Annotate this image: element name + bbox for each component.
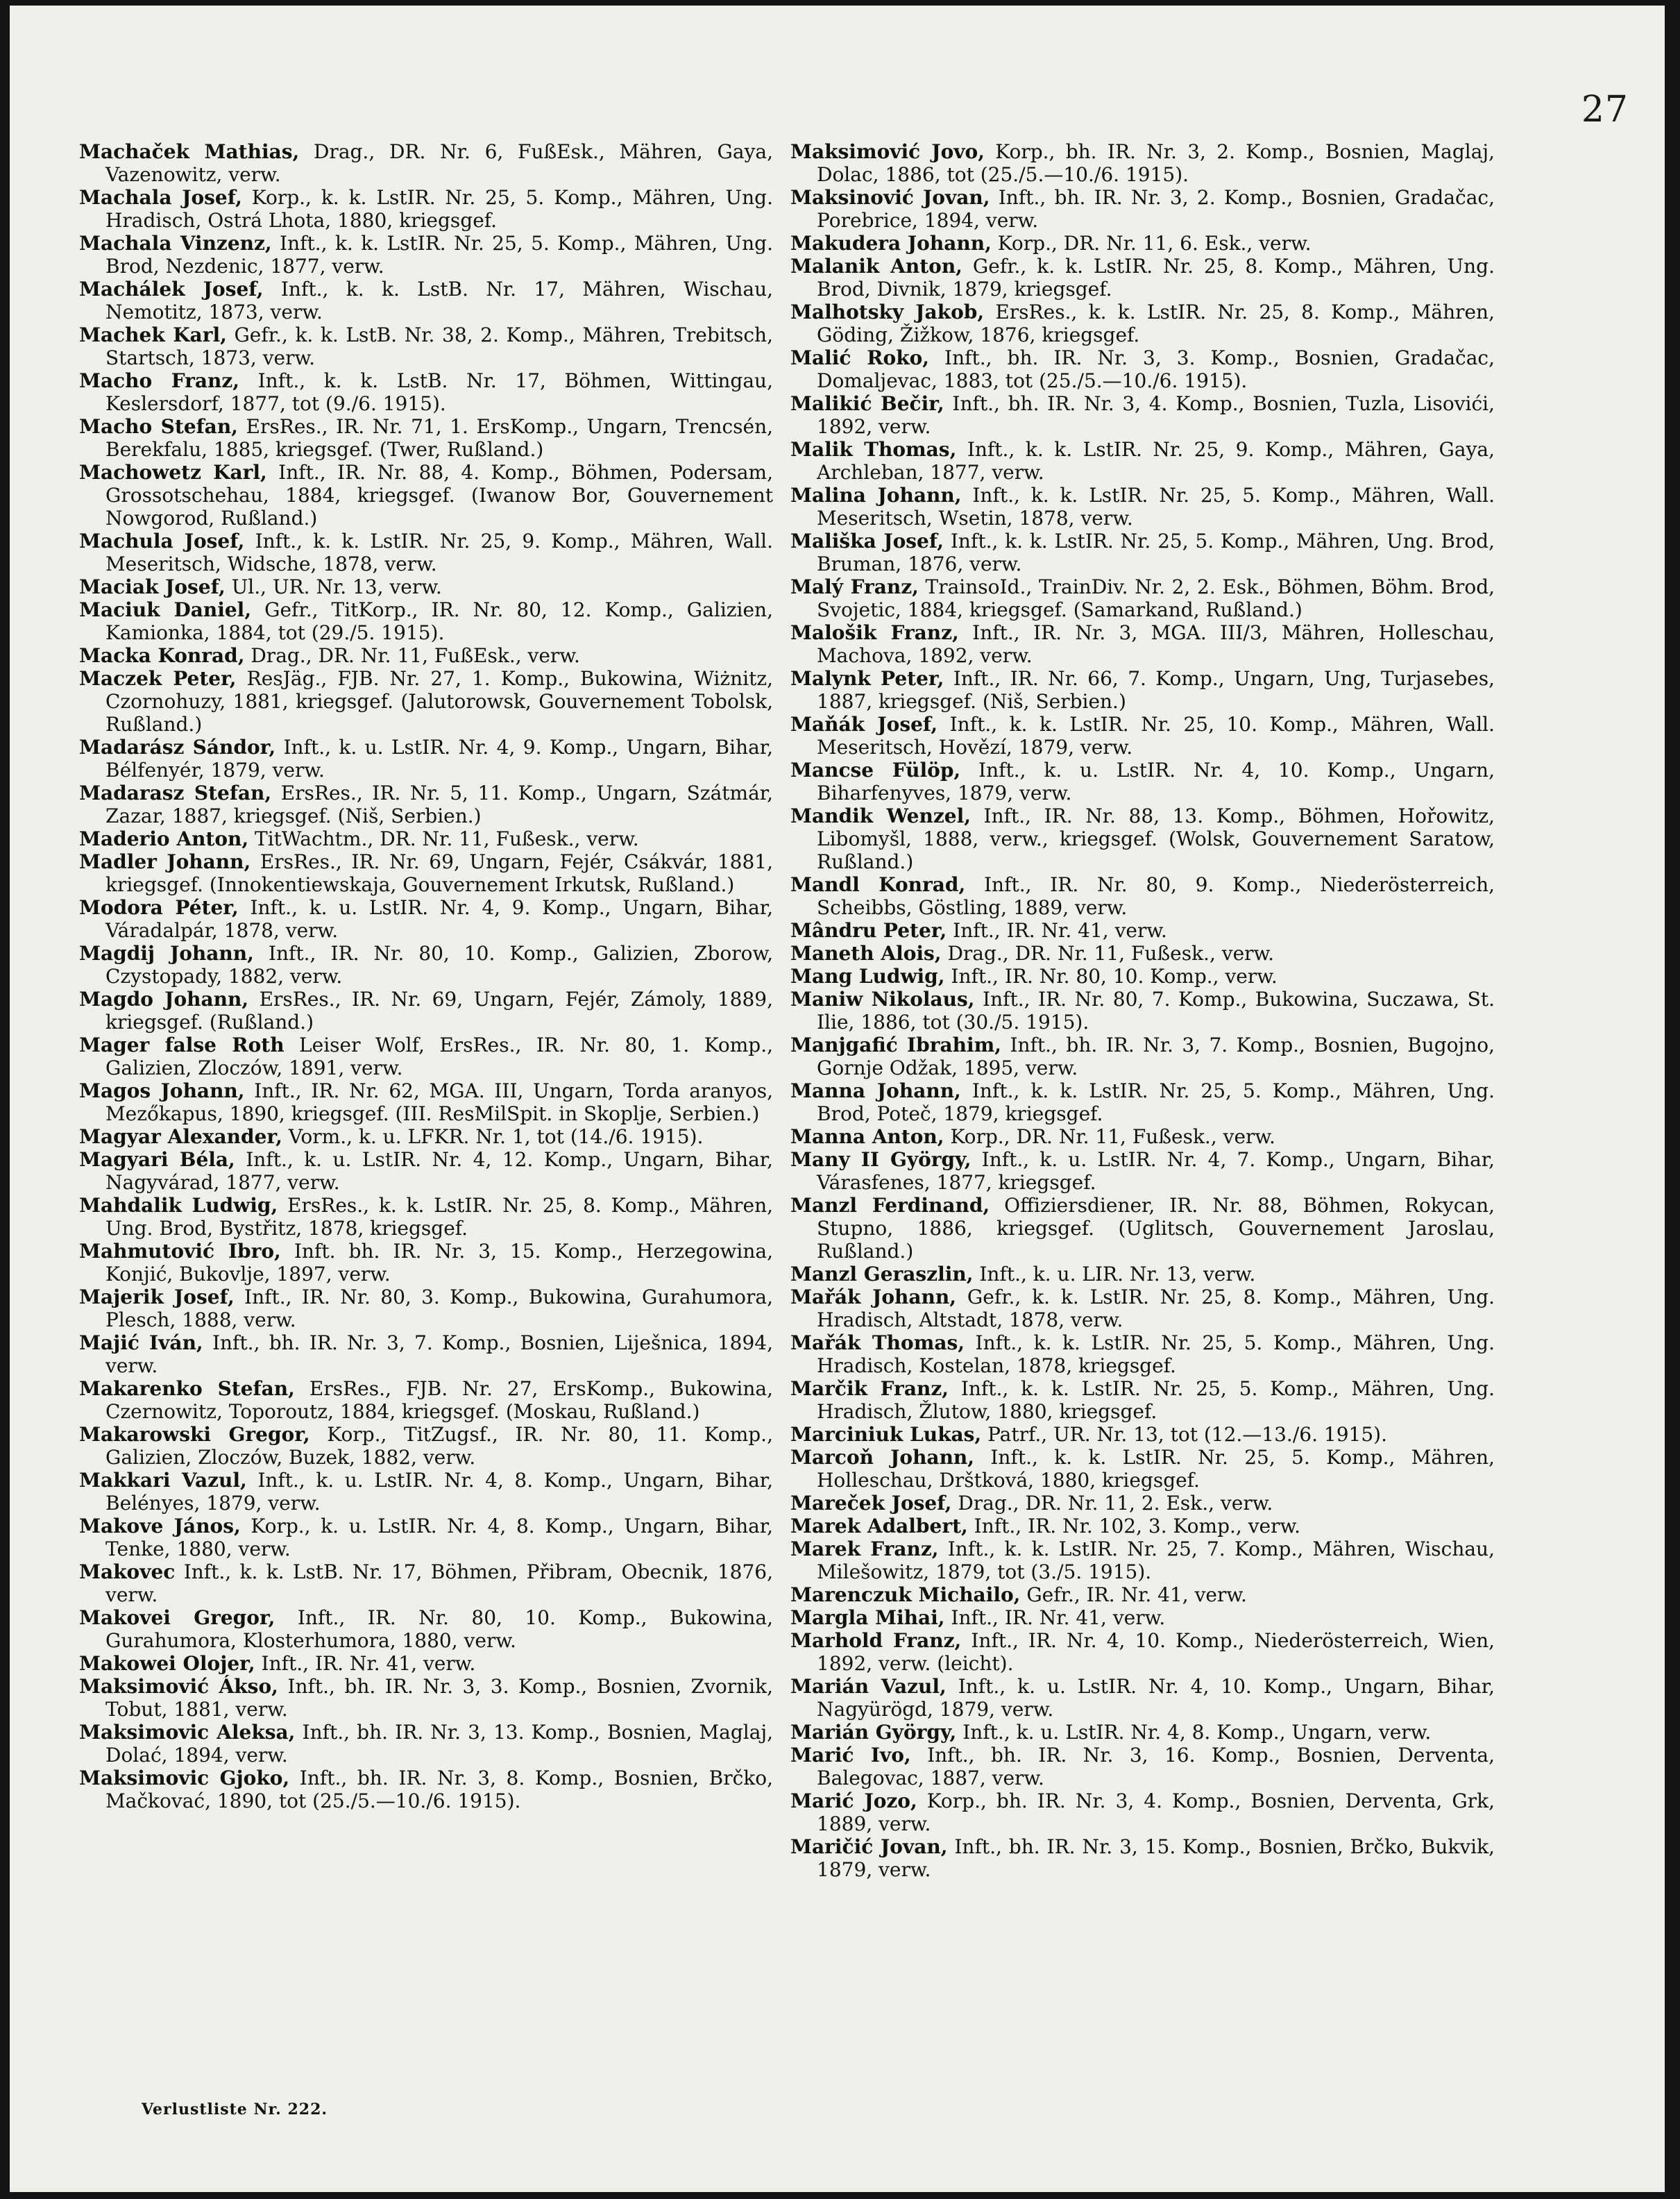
entry-details: Korp., k. k. LstIR. Nr. 25, 5. Komp., Mähren, Ung. Hradisch, Ostrá Lhota, 1880, kriegsgef. <box>105 186 773 232</box>
list-entry <box>790 1286 1495 1331</box>
list-entry <box>79 1377 773 1423</box>
list-entry <box>79 1079 773 1125</box>
entry-details: Inft., IR. Nr. 41, verw. <box>261 1652 476 1675</box>
left-column <box>79 140 773 1812</box>
entry-details: TitWachtm., DR. Nr. 11, Fußesk., verw. <box>255 827 639 850</box>
entry-details: Inft., IR. Nr. 4, 10. Komp., Niederösterreich, Wien, 1892, verw. (leicht). <box>817 1629 1495 1675</box>
entry-details: Offiziersdiener, IR. Nr. 88, Böhmen, Rokycan, Stupno, 1886, kriegsgef. (Uglitsch, Gouvernement Jaroslau, Rußland.) <box>817 1194 1495 1263</box>
entry-details: ErsRes., FJB. Nr. 27, ErsKomp., Bukowina, Czernowitz, Toporoutz, 1884, kriegsgef. (Moskau, Rußland.) <box>105 1377 774 1423</box>
entry-name: Marić Ivo, <box>790 1744 911 1767</box>
entry-details: Inft., bh. IR. Nr. 3, 16. Komp., Bosnien, Derventa, Balegovac, 1887, verw. <box>817 1744 1495 1789</box>
entry-details: Inft., k. k. LstIR. Nr. 25, 5. Komp., Mähren, Ung. Brod, Nezdenic, 1877, verw. <box>105 232 773 278</box>
list-entry <box>79 461 773 530</box>
entry-name: Mareček Josef, <box>790 1492 952 1515</box>
entry-details: Drag., DR. Nr. 6, FußEsk., Mähren, Gaya, Vazenowitz, verw. <box>105 140 773 186</box>
entry-details: Gefr., IR. Nr. 41, verw. <box>1026 1583 1247 1606</box>
list-entry <box>790 1629 1495 1675</box>
entry-details: Korp., bh. IR. Nr. 3, 4. Komp., Bosnien, Derventa, Grk, 1889, verw. <box>817 1789 1495 1835</box>
list-entry <box>790 346 1495 392</box>
entry-details: Korp., bh. IR. Nr. 3, 2. Komp., Bosnien, Maglaj, Dolac, 1886, tot (25./5.—10./6. 1915). <box>817 140 1495 186</box>
list-entry <box>79 278 773 323</box>
entry-name: Marić Jozo, <box>790 1789 917 1812</box>
list-entry <box>790 1537 1495 1583</box>
list-entry <box>790 1423 1495 1446</box>
entry-name: Magyari Béla, <box>79 1148 235 1171</box>
list-entry <box>790 1148 1495 1194</box>
entry-name: Marcoň Johann, <box>790 1446 975 1469</box>
entry-details: Inft., bh. IR. Nr. 3, 3. Komp., Bosnien, Gradačac, Domaljevac, 1883, tot (25./5.—10./6. 1915). <box>817 346 1495 392</box>
list-entry <box>79 1286 773 1331</box>
entry-details: Inft., bh. IR. Nr. 3, 15. Komp., Bosnien, Brčko, Bukvik, 1879, verw. <box>817 1835 1495 1881</box>
entry-details: Inft., k. k. LstIR. Nr. 25, 5. Komp., Mähren, Wall. Meseritsch, Wsetin, 1878, verw. <box>817 484 1495 530</box>
entry-name: Makarenko Stefan, <box>79 1377 295 1400</box>
list-entry <box>790 804 1495 873</box>
list-entry <box>790 942 1495 965</box>
entry-details: Inft., IR. Nr. 80, 10. Komp., verw. <box>951 965 1278 988</box>
entry-name: Marek Franz, <box>790 1537 939 1560</box>
entry-details: Gefr., k. k. LstB. Nr. 38, 2. Komp., Mähren, Trebitsch, Startsch, 1873, verw. <box>105 323 773 369</box>
list-entry <box>790 713 1495 759</box>
entry-details: Inft., k. u. LstIR. Nr. 4, 8. Komp., Ungarn, Bihar, Belényes, 1879, verw. <box>105 1469 774 1515</box>
entry-name: Mager false Roth <box>79 1034 285 1056</box>
list-entry <box>79 1560 773 1606</box>
entry-name: Macho Franz, <box>79 369 239 392</box>
list-entry <box>79 186 773 232</box>
entry-name: Marenczuk Michailo, <box>790 1583 1021 1606</box>
entry-name: Mancse Fülöp, <box>790 759 961 782</box>
entry-name: Makkari Vazul, <box>79 1469 247 1492</box>
list-entry <box>79 415 773 461</box>
list-entry <box>790 140 1495 186</box>
entry-details: Inft., k. k. LstB. Nr. 17, Böhmen, Wittingau, Keslersdorf, 1877, tot (9./6. 1915). <box>105 369 773 415</box>
entry-name: Many II György, <box>790 1148 971 1171</box>
entry-details: Korp., DR. Nr. 11, Fußesk., verw. <box>950 1125 1275 1148</box>
entry-details: Vorm., k. u. LFKR. Nr. 1, tot (14./6. 1915). <box>288 1125 704 1148</box>
entry-details: Inft., bh. IR. Nr. 3, 3. Komp., Bosnien, Zvornik, Tobut, 1881, verw. <box>105 1675 773 1721</box>
entry-details: Patrf., UR. Nr. 13, tot (12.—13./6. 1915). <box>987 1423 1387 1446</box>
list-entry <box>79 1423 773 1469</box>
entry-name: Maksimovic Aleksa, <box>79 1721 296 1744</box>
entry-details: Inft., IR. Nr. 80, 3. Komp., Bukowina, Gurahumora, Plesch, 1888, verw. <box>105 1286 773 1331</box>
list-entry <box>790 1675 1495 1721</box>
entry-name: Maneth Alois, <box>790 942 942 965</box>
entry-name: Magos Johann, <box>79 1079 245 1102</box>
entry-details: Inft., bh. IR. Nr. 3, 2. Komp., Bosnien, Gradačac, Porebrice, 1894, verw. <box>817 186 1495 232</box>
entry-name: Magdo Johann, <box>79 988 249 1011</box>
list-entry <box>79 1721 773 1767</box>
list-entry <box>790 1744 1495 1789</box>
entry-details: Inft., IR. Nr. 41, verw. <box>951 1606 1166 1629</box>
list-entry <box>79 896 773 942</box>
list-entry <box>790 759 1495 804</box>
list-entry <box>79 1034 773 1079</box>
entry-name: Maričić Jovan, <box>790 1835 948 1858</box>
entry-name: Modora Péter, <box>79 896 239 919</box>
list-entry <box>79 1125 773 1148</box>
list-entry <box>790 988 1495 1034</box>
entry-name: Malhotsky Jakob, <box>790 301 985 323</box>
entry-details: Gefr., k. k. LstIR. Nr. 25, 8. Komp., Mähren, Ung. Brod, Divnik, 1879, kriegsgef. <box>817 255 1495 301</box>
list-entry <box>79 1469 773 1515</box>
entry-details: Drag., DR. Nr. 11, 2. Esk., verw. <box>958 1492 1273 1515</box>
entry-details: Inft., k. k. LstIR. Nr. 25, 5. Komp., Mähren, Ung. Brod, Poteč, 1879, kriegsgef. <box>817 1079 1495 1125</box>
list-entry <box>790 232 1495 255</box>
list-entry <box>79 1652 773 1675</box>
list-entry <box>790 1194 1495 1263</box>
list-entry <box>790 1606 1495 1629</box>
entry-details: Inft., k. k. LstB. Nr. 17, Mähren, Wischau, Nemotitz, 1873, verw. <box>105 278 774 323</box>
entry-name: Maksimovic Gjoko, <box>79 1767 290 1789</box>
list-entry <box>79 827 773 850</box>
entry-details: Inft., IR. Nr. 41, verw. <box>953 919 1167 942</box>
list-entry <box>79 1194 773 1240</box>
entry-name: Malanik Anton, <box>790 255 962 278</box>
list-entry <box>79 644 773 667</box>
entry-name: Malý Franz, <box>790 575 919 598</box>
list-entry <box>79 530 773 575</box>
entry-name: Margla Mihai, <box>790 1606 945 1629</box>
entry-details: Inft., k. u. LstIR. Nr. 4, 10. Komp., Ungarn, Bihar, Nagyürögd, 1879, verw. <box>817 1675 1495 1721</box>
list-entry <box>790 1835 1495 1881</box>
entry-details: Inft., k. k. LstIR. Nr. 25, 10. Komp., Mähren, Wall. Meseritsch, Hovězí, 1879, verw. <box>817 713 1495 759</box>
entry-name: Macho Stefan, <box>79 415 238 438</box>
entry-details: Inft., IR. Nr. 80, 9. Komp., Niederösterreich, Scheibbs, Göstling, 1889, verw. <box>817 873 1495 919</box>
entry-name: Maczek Peter, <box>79 667 237 690</box>
list-entry <box>79 323 773 369</box>
list-entry <box>79 736 773 782</box>
entry-name: Makowei Olojer, <box>79 1652 255 1675</box>
entry-name: Magyar Alexander, <box>79 1125 282 1148</box>
entry-name: Manna Johann, <box>790 1079 961 1102</box>
entry-details: Korp., k. u. LstIR. Nr. 4, 8. Komp., Ungarn, Bihar, Tenke, 1880, verw. <box>105 1515 774 1560</box>
entry-details: Inft., IR. Nr. 102, 3. Komp., verw. <box>974 1515 1301 1537</box>
entry-name: Machek Karl, <box>79 323 227 346</box>
entry-details: Inft., IR. Nr. 80, 10. Komp., Galizien, Zborow, Czystopady, 1882, verw. <box>105 942 773 988</box>
entry-details: ErsRes., k. k. LstIR. Nr. 25, 8. Komp., Mähren, Ung. Brod, Bystřitz, 1878, kriegsgef. <box>105 1194 774 1240</box>
list-entry <box>790 965 1495 988</box>
list-entry <box>790 438 1495 484</box>
list-entry <box>79 232 773 278</box>
entry-name: Manzl Geraszlin, <box>790 1263 974 1286</box>
list-entry <box>790 575 1495 621</box>
list-entry <box>790 1446 1495 1492</box>
footer-label: Verlustliste Nr. 222. <box>142 2100 328 2118</box>
list-entry <box>790 255 1495 301</box>
entry-name: Manjgafić Ibrahim, <box>790 1034 1001 1056</box>
right-column <box>790 140 1495 1881</box>
list-entry <box>790 1721 1495 1744</box>
entry-details: Inft., k. k. LstIR. Nr. 25, 5. Komp., Mähren, Holleschau, Drštková, 1880, kriegsgef. <box>817 1446 1495 1492</box>
list-entry <box>790 1492 1495 1515</box>
list-entry <box>790 301 1495 346</box>
entry-name: Marhold Franz, <box>790 1629 962 1652</box>
entry-details: Inft., bh. IR. Nr. 3, 13. Komp., Bosnien, Maglaj, Dolać, 1894, verw. <box>105 1721 773 1767</box>
entry-name: Malina Johann, <box>790 484 962 507</box>
list-entry <box>790 1583 1495 1606</box>
entry-name: Mândru Peter, <box>790 919 947 942</box>
entry-name: Mahdalik Ludwig, <box>79 1194 278 1217</box>
entry-details: Inft., k. u. LstIR. Nr. 4, 9. Komp., Ungarn, Bihar, Váradalpár, 1878, verw. <box>105 896 773 942</box>
list-entry <box>790 873 1495 919</box>
list-entry <box>790 392 1495 438</box>
entry-details: Korp., DR. Nr. 11, 6. Esk., verw. <box>997 232 1312 255</box>
entry-details: Inft., k. k. LstIR. Nr. 25, 5. Komp., Mähren, Ung. Brod, Bruman, 1876, verw. <box>817 530 1495 575</box>
list-entry <box>790 1331 1495 1377</box>
list-entry <box>790 1034 1495 1079</box>
entry-details: Inft., IR. Nr. 88, 13. Komp., Böhmen, Hořowitz, Libomyšl, 1888, verw., kriegsgef. (Wolsk, Gouvernement Saratow, Rußland.) <box>817 804 1495 873</box>
entry-details: Inft., k. k. LstIR. Nr. 25, 5. Komp., Mähren, Ung. Hradisch, Kostelan, 1878, kriegsgef. <box>817 1331 1495 1377</box>
entry-name: Majić Iván, <box>79 1331 203 1354</box>
list-entry <box>79 369 773 415</box>
entry-name: Makove János, <box>79 1515 241 1537</box>
entry-details: TrainsoId., TrainDiv. Nr. 2, 2. Esk., Böhmen, Böhm. Brod, Svojetic, 1884, kriegsgef. (Samarkand, Rußland.) <box>817 575 1495 621</box>
entry-details: Inft., IR. Nr. 88, 4. Komp., Böhmen, Podersam, Grossotschehau, 1884, kriegsgef. (Iwanow Bor, Gouvernement Nowgorod, Rußland.) <box>105 461 773 530</box>
list-entry <box>79 1767 773 1812</box>
entry-name: Madler Johann, <box>79 850 251 873</box>
list-entry <box>790 1515 1495 1537</box>
entry-name: Majerik Josef, <box>79 1286 235 1308</box>
list-entry <box>79 1606 773 1652</box>
entry-details: Gefr., k. k. LstIR. Nr. 25, 8. Komp., Mähren, Ung. Hradisch, Altstadt, 1878, verw. <box>817 1286 1495 1331</box>
list-entry <box>790 621 1495 667</box>
list-entry <box>79 942 773 988</box>
list-entry <box>79 1148 773 1194</box>
entry-name: Maciuk Daniel, <box>79 598 252 621</box>
entry-details: ErsRes., IR. Nr. 71, 1. ErsKomp., Ungarn, Trencsén, Berekfalu, 1885, kriegsgef. (Twer, Rußland.) <box>105 415 774 461</box>
entry-name: Malynk Peter, <box>790 667 944 690</box>
entry-name: Machaček Mathias, <box>79 140 300 163</box>
entry-details: Korp., TitZugsf., IR. Nr. 80, 11. Komp., Galizien, Zloczów, Buzek, 1882, verw. <box>105 1423 773 1469</box>
entry-name: Maniw Nikolaus, <box>790 988 975 1011</box>
list-entry <box>79 667 773 736</box>
entry-details: Inft., k. u. LstIR. Nr. 4, 7. Komp., Ungarn, Bihar, Várasfenes, 1877, kriegsgef. <box>817 1148 1495 1194</box>
entry-name: Mahmutović Ibro, <box>79 1240 281 1263</box>
entry-details: Inft., k. k. LstB. Nr. 17, Böhmen, Přibram, Obecnik, 1876, verw. <box>105 1560 774 1606</box>
list-entry <box>790 1377 1495 1423</box>
entry-name: Maderio Anton, <box>79 827 249 850</box>
entry-details: Inft., k. u. LstIR. Nr. 4, 10. Komp., Ungarn, Biharfenyves, 1879, verw. <box>817 759 1495 804</box>
list-entry <box>79 598 773 644</box>
entry-name: Machula Josef, <box>79 530 245 553</box>
entry-details: Inft., k. u. LIR. Nr. 13, verw. <box>979 1263 1256 1286</box>
list-entry <box>79 782 773 827</box>
list-entry <box>79 140 773 186</box>
entry-details: Drag., DR. Nr. 11, FußEsk., verw. <box>251 644 580 667</box>
list-entry <box>790 1263 1495 1286</box>
list-entry <box>790 530 1495 575</box>
list-entry <box>79 988 773 1034</box>
entry-name: Makovec <box>79 1560 176 1583</box>
entry-details: Inft., IR. Nr. 3, MGA. III/3, Mähren, Holleschau, Machova, 1892, verw. <box>817 621 1495 667</box>
entry-name: Marčik Franz, <box>790 1377 949 1400</box>
entry-details: Inft., bh. IR. Nr. 3, 7. Komp., Bosnien, Bugojno, Gornje Odžak, 1895, verw. <box>817 1034 1495 1079</box>
entry-details: Inft., bh. IR. Nr. 3, 4. Komp., Bosnien, Tuzla, Lisovići, 1892, verw. <box>817 392 1495 438</box>
entry-name: Mařák Thomas, <box>790 1331 965 1354</box>
entry-name: Malik Thomas, <box>790 438 957 461</box>
entry-details: Inft., bh. IR. Nr. 3, 8. Komp., Bosnien, Brčko, Mačkovać, 1890, tot (25./5.—10./6. 1915). <box>105 1767 773 1812</box>
entry-details: Inft., k. u. LstIR. Nr. 4, 8. Komp., Ungarn, verw. <box>962 1721 1432 1744</box>
entry-details: Inft., k. u. LstIR. Nr. 4, 12. Komp., Ungarn, Bihar, Nagyvárad, 1877, verw. <box>105 1148 773 1194</box>
entry-name: Mandl Konrad, <box>790 873 966 896</box>
entry-details: ErsRes., IR. Nr. 5, 11. Komp., Ungarn, Szátmár, Zazar, 1887, kriegsgef. (Niš, Serbien.) <box>105 782 773 827</box>
entry-name: Madarász Sándor, <box>79 736 276 759</box>
entry-name: Maňák Josef, <box>790 713 938 736</box>
list-entry <box>79 1515 773 1560</box>
entry-name: Magdij Johann, <box>79 942 254 965</box>
list-entry <box>790 484 1495 530</box>
entry-details: Inft., bh. IR. Nr. 3, 7. Komp., Bosnien, Liješnica, 1894, verw. <box>105 1331 773 1377</box>
entry-name: Maksimović Ákso, <box>79 1675 278 1698</box>
entry-name: Marek Adalbert, <box>790 1515 968 1537</box>
list-entry <box>790 919 1495 942</box>
entry-name: Machowetz Karl, <box>79 461 267 484</box>
entry-name: Marián György, <box>790 1721 957 1744</box>
entry-details: Inft., IR. Nr. 80, 10. Komp., Bukowina, Gurahumora, Klosterhumora, 1880, verw. <box>105 1606 773 1652</box>
list-entry <box>790 1125 1495 1148</box>
entry-name: Maksinović Jovan, <box>790 186 990 209</box>
entry-details: Inft., IR. Nr. 80, 7. Komp., Bukowina, Suczawa, St. Ilie, 1886, tot (30./5. 1915). <box>817 988 1495 1034</box>
entry-name: Manna Anton, <box>790 1125 944 1148</box>
entry-details: Inft., k. k. LstIR. Nr. 25, 5. Komp., Mähren, Ung. Hradisch, Žlutow, 1880, kriegsgef. <box>817 1377 1495 1423</box>
list-entry <box>79 1240 773 1286</box>
entry-name: Maciak Josef, <box>79 575 226 598</box>
entry-name: Malić Roko, <box>790 346 930 369</box>
entry-details: Gefr., TitKorp., IR. Nr. 80, 12. Komp., Galizien, Kamionka, 1884, tot (29./5. 1915). <box>105 598 773 644</box>
entry-details: Inft., k. k. LstIR. Nr. 25, 9. Komp., Mähren, Gaya, Archleban, 1877, verw. <box>817 438 1495 484</box>
entry-name: Macka Konrad, <box>79 644 245 667</box>
entry-name: Makudera Johann, <box>790 232 992 255</box>
list-entry <box>79 575 773 598</box>
entry-name: Mang Ludwig, <box>790 965 945 988</box>
entry-details: Drag., DR. Nr. 11, Fußesk., verw. <box>947 942 1275 965</box>
document-page <box>10 6 1665 2192</box>
entry-details: Inft., k. k. LstIR. Nr. 25, 7. Komp., Mähren, Wischau, Milešowitz, 1879, tot (3./5. 1915). <box>817 1537 1495 1583</box>
list-entry <box>79 850 773 896</box>
list-entry <box>790 667 1495 713</box>
entry-details: ErsRes., IR. Nr. 69, Ungarn, Fejér, Csákvár, 1881, kriegsgef. (Innokentiewskaja, Gouvernement Irkutsk, Rußland.) <box>105 850 773 896</box>
entry-name: Machala Vinzenz, <box>79 232 272 255</box>
entry-name: Malošik Franz, <box>790 621 959 644</box>
entry-name: Marián Vazul, <box>790 1675 947 1698</box>
entry-name: Manzl Ferdinand, <box>790 1194 990 1217</box>
list-entry <box>790 1789 1495 1835</box>
list-entry <box>790 1079 1495 1125</box>
entry-details: Inft., IR. Nr. 66, 7. Komp., Ungarn, Ung, Turjasebes, 1887, kriegsgef. (Niš, Serbien.) <box>817 667 1495 713</box>
entry-details: Inft. bh. IR. Nr. 3, 15. Komp., Herzegowina, Konjić, Bukovlje, 1897, verw. <box>105 1240 773 1286</box>
entry-name: Marciniuk Lukas, <box>790 1423 982 1446</box>
entry-name: Makovei Gregor, <box>79 1606 275 1629</box>
page-number: 27 <box>1581 89 1629 130</box>
entry-name: Machala Josef, <box>79 186 242 209</box>
entry-name: Machálek Josef, <box>79 278 264 301</box>
entry-details: Inft., k. k. LstIR. Nr. 25, 9. Komp., Mähren, Wall. Meseritsch, Widsche, 1878, verw. <box>105 530 773 575</box>
entry-details: Ul., UR. Nr. 13, verw. <box>231 575 442 598</box>
list-entry <box>79 1331 773 1377</box>
list-entry <box>790 186 1495 232</box>
entry-name: Makarowski Gregor, <box>79 1423 310 1446</box>
entry-name: Madarasz Stefan, <box>79 782 272 804</box>
entry-name: Malikić Bečir, <box>790 392 944 415</box>
entry-details: Inft., IR. Nr. 62, MGA. III, Ungarn, Torda aranyos, Mezőkapus, 1890, kriegsgef. (III. ResMilSpit. in Skoplje, Serbien.) <box>105 1079 773 1125</box>
entry-name: Mandik Wenzel, <box>790 804 971 827</box>
entry-details: ErsRes., IR. Nr. 69, Ungarn, Fejér, Zámoly, 1889, kriegsgef. (Rußland.) <box>105 988 774 1034</box>
entry-details: ResJäg., FJB. Nr. 27, 1. Komp., Bukowina, Wiżnitz, Czornohuzy, 1881, kriegsgef. (Jalutorowsk, Gouvernement Tobolsk, Rußland.) <box>105 667 773 736</box>
entry-name: Mališka Josef, <box>790 530 944 553</box>
entry-details: Inft., k. u. LstIR. Nr. 4, 9. Komp., Ungarn, Bihar, Bélfenyér, 1879, verw. <box>105 736 773 782</box>
entry-name: Mařák Johann, <box>790 1286 957 1308</box>
entry-name: Maksimović Jovo, <box>790 140 985 163</box>
entry-details: Leiser Wolf, ErsRes., IR. Nr. 80, 1. Komp., Galizien, Zloczów, 1891, verw. <box>105 1034 774 1079</box>
list-entry <box>79 1675 773 1721</box>
entry-details: ErsRes., k. k. LstIR. Nr. 25, 8. Komp., Mähren, Göding, Žižkow, 1876, kriegsgef. <box>817 301 1495 346</box>
